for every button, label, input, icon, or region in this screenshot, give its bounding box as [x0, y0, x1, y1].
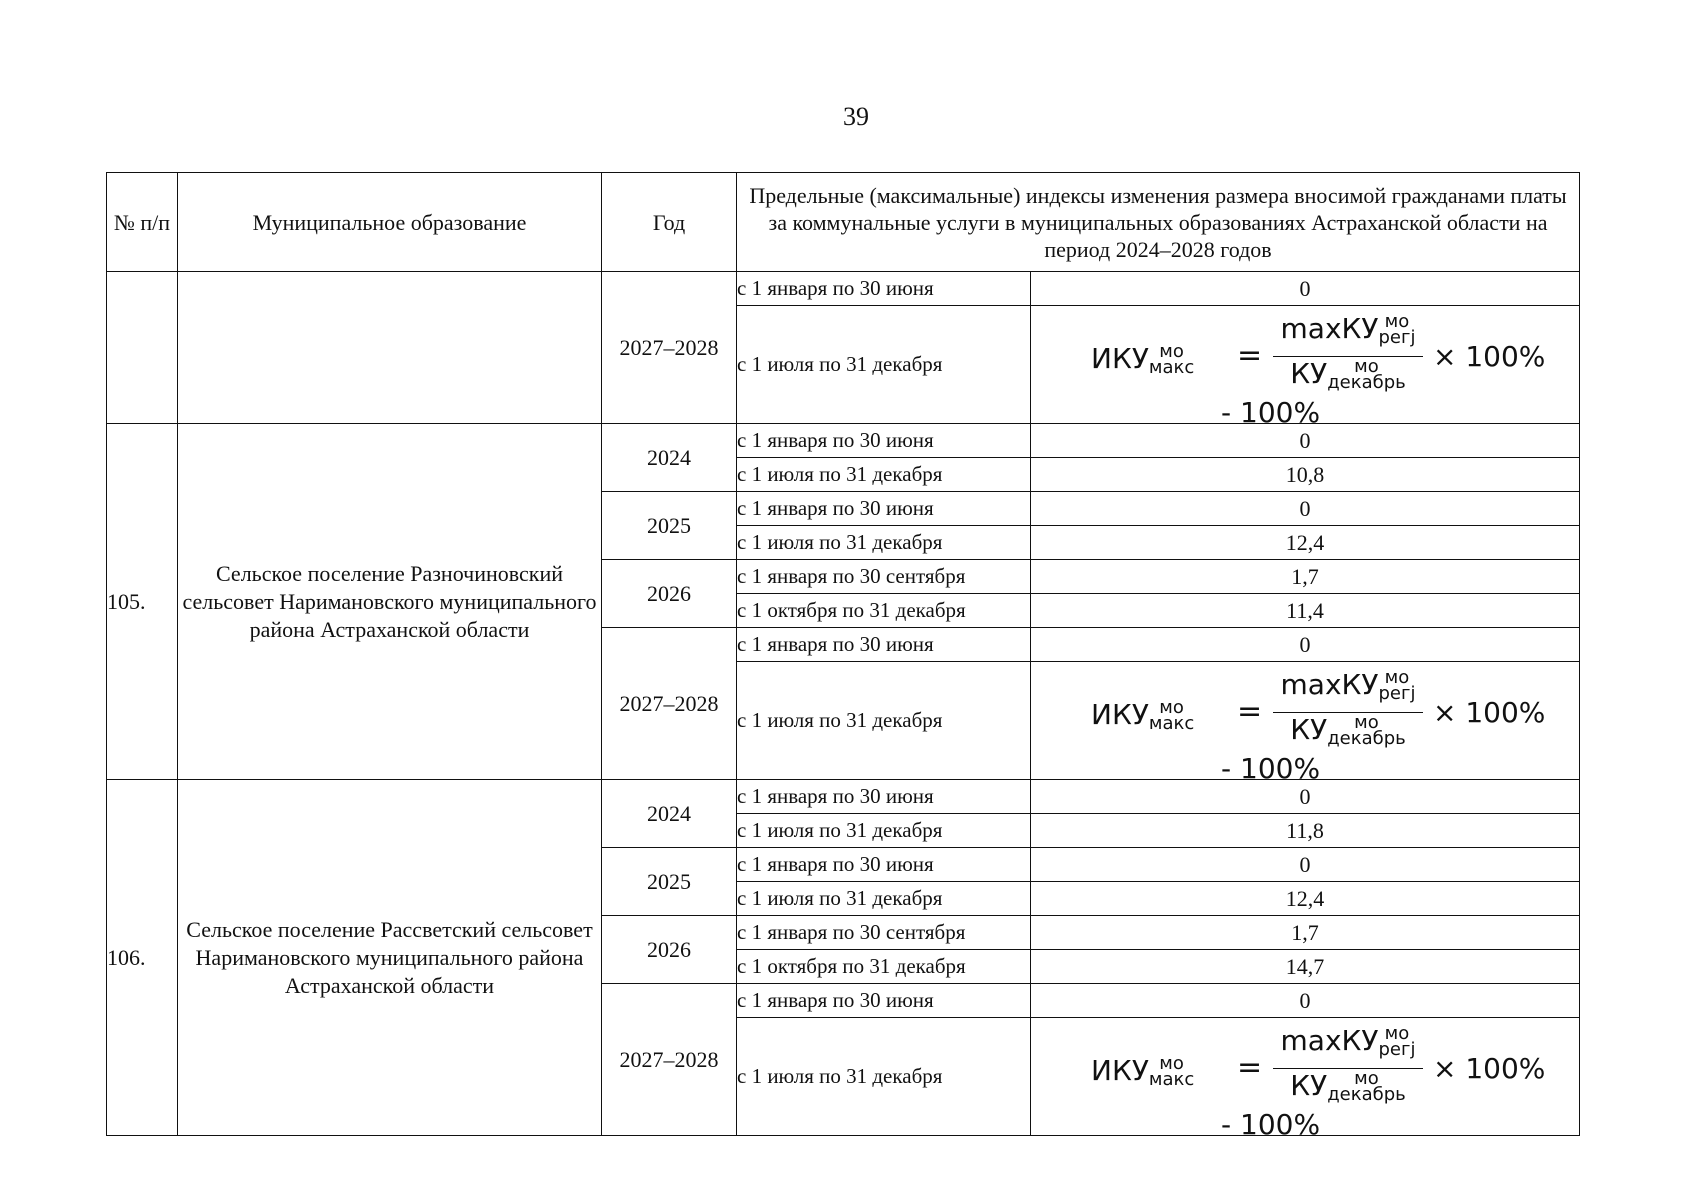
row-value: 0 [1031, 628, 1580, 662]
row-period: с 1 января по 30 июня [737, 984, 1031, 1018]
formula-equals: = [1237, 338, 1263, 373]
row-value: 1,7 [1031, 916, 1580, 950]
formula-denominator: КУ мо декабрь [1290, 1068, 1406, 1105]
row-period: с 1 января по 30 июня [737, 492, 1031, 526]
row-year: 2026 [602, 560, 737, 628]
table-row [107, 424, 1580, 458]
row-period: с 1 января по 30 июня [737, 272, 1031, 306]
formula-lhs: ИКУ мо макс [1091, 697, 1195, 734]
header-year: Год [602, 173, 737, 272]
row-period: с 1 июля по 31 декабря [737, 662, 1031, 780]
formula-cell [1031, 1018, 1580, 1141]
row-year: 2027–2028 [602, 272, 737, 424]
table-row [107, 780, 1580, 814]
row-period: с 1 июля по 31 декабря [737, 526, 1031, 560]
row-municipality-cell [178, 272, 602, 424]
row-year: 2025 [602, 848, 737, 916]
row-period: с 1 января по 30 июня [737, 424, 1031, 458]
formula-subtraction: - 100% [1221, 752, 1321, 785]
formula-cell [1031, 306, 1580, 429]
row-value: 12,4 [1031, 882, 1580, 916]
row-value: 14,7 [1031, 950, 1580, 984]
row-num-cell [107, 272, 178, 424]
formula-cell [1031, 662, 1580, 785]
formula-denominator: КУ мо декабрь [1290, 712, 1406, 749]
row-value: 1,7 [1031, 560, 1580, 594]
row-period: с 1 января по 30 июня [737, 848, 1031, 882]
row-value: 12,4 [1031, 526, 1580, 560]
row-num: 105. [107, 424, 178, 780]
row-year: 2027–2028 [602, 984, 737, 1136]
header-index: Предельные (максимальные) индексы изменения размера вносимой гражданами платы за коммунальные услуги в муниципальных образованиях Астраханской области на период 2024–2028 годов [737, 173, 1580, 272]
header-num: № п/п [107, 173, 178, 272]
row-municipality: Сельское поселение Рассветский сельсовет Наримановского муниципального района Астраханской области [178, 780, 602, 1136]
row-period: с 1 июля по 31 декабря [737, 814, 1031, 848]
row-period: с 1 июля по 31 декабря [737, 458, 1031, 492]
row-year: 2024 [602, 424, 737, 492]
formula-subtraction: - 100% [1221, 396, 1321, 429]
row-value: 10,8 [1031, 458, 1580, 492]
row-period: с 1 июля по 31 декабря [737, 306, 1031, 424]
row-municipality: Сельское поселение Разночиновский сельсовет Наримановского муниципального района Астраханской области [178, 424, 602, 780]
tariff-index-table [106, 172, 1580, 1141]
row-value: 0 [1031, 492, 1580, 526]
row-year: 2026 [602, 916, 737, 984]
row-value: 0 [1031, 272, 1580, 306]
formula-equals: = [1237, 1050, 1263, 1085]
formula-fraction [1273, 1024, 1423, 1109]
formula-multiplier: × 100% [1433, 1052, 1546, 1085]
row-period: с 1 января по 30 июня [737, 628, 1031, 662]
formula-lhs: ИКУ мо макс [1091, 1053, 1195, 1090]
row-value: 0 [1031, 848, 1580, 882]
row-period: с 1 июля по 31 декабря [737, 882, 1031, 916]
row-value: 11,8 [1031, 814, 1580, 848]
row-year: 2027–2028 [602, 628, 737, 780]
row-year: 2025 [602, 492, 737, 560]
page-number: 39 [843, 102, 869, 131]
formula-fraction [1273, 668, 1423, 753]
formula [1091, 1023, 1546, 1141]
formula [1091, 667, 1546, 785]
table-header-row [107, 173, 1580, 272]
formula-fraction [1273, 312, 1423, 397]
formula-denominator: КУ мо декабрь [1290, 356, 1406, 393]
row-period: с 1 января по 30 июня [737, 780, 1031, 814]
formula-subtraction: - 100% [1221, 1108, 1321, 1141]
row-year: 2024 [602, 780, 737, 848]
row-period: с 1 октября по 31 декабря [737, 594, 1031, 628]
formula-multiplier: × 100% [1433, 696, 1546, 729]
formula-multiplier: × 100% [1433, 340, 1546, 373]
row-period: с 1 января по 30 сентября [737, 560, 1031, 594]
header-municipality: Муниципальное образование [178, 173, 602, 272]
formula-numerator: maxКУ мо регj [1280, 1023, 1416, 1060]
formula-lhs: ИКУ мо макс [1091, 341, 1195, 378]
formula-numerator: maxКУ мо регj [1280, 311, 1416, 348]
row-value: 11,4 [1031, 594, 1580, 628]
row-value: 0 [1031, 424, 1580, 458]
table-row [107, 272, 1580, 306]
formula [1091, 311, 1546, 429]
row-period: с 1 января по 30 сентября [737, 916, 1031, 950]
row-value: 0 [1031, 780, 1580, 814]
row-num: 106. [107, 780, 178, 1136]
row-period: с 1 октября по 31 декабря [737, 950, 1031, 984]
row-value: 0 [1031, 984, 1580, 1018]
formula-numerator: maxКУ мо регj [1280, 667, 1416, 704]
formula-equals: = [1237, 694, 1263, 729]
row-period: с 1 июля по 31 декабря [737, 1018, 1031, 1136]
